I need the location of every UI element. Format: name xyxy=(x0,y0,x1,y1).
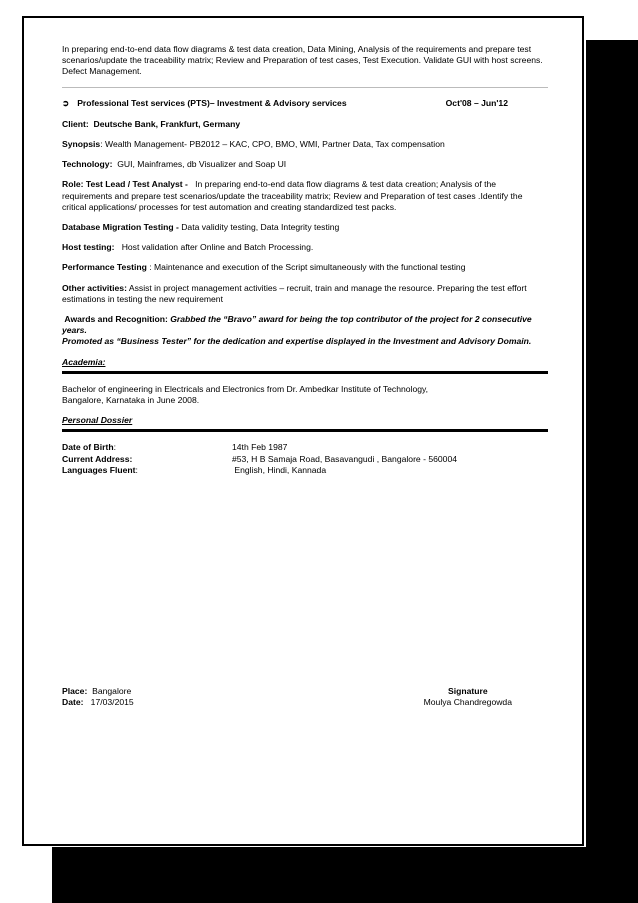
host-testing-line xyxy=(62,242,548,253)
db-migration-value: Data validity testing, Data Integrity testing xyxy=(181,222,340,233)
languages-value-cell xyxy=(232,465,548,476)
arrow-bullet-icon: ➲ xyxy=(62,97,70,108)
awards-value: Grabbed the “Bravo” award for being the top contributor of the project for 2 consecutive years. xyxy=(62,314,532,336)
place-value: Bangalore xyxy=(92,686,132,696)
project-title-wrap xyxy=(62,98,347,109)
performance-value: : Maintenance and execution of the Script simultaneously with the functional testing xyxy=(149,262,466,273)
intro-paragraph: In preparing end-to-end data flow diagrams & test data creation, Data Mining, Analysis of the requirements and prepare test scenarios/update the traceability matrix; Review and Preparation of test cases, Test Execution. Validate GUI with host screens. Defect Management. xyxy=(62,44,543,77)
host-testing-value: Host validation after Online and Batch Processing. xyxy=(121,242,314,253)
performance-line xyxy=(62,262,548,273)
role-line xyxy=(62,179,548,213)
technology-line xyxy=(62,159,548,170)
date-value: 17/03/2015 xyxy=(90,697,134,708)
languages-label: Languages Fluent xyxy=(62,464,136,475)
academia-text xyxy=(62,384,548,406)
page-shadow-right xyxy=(586,40,638,903)
host-testing-label: Host testing: xyxy=(62,242,115,253)
footer xyxy=(62,686,512,708)
client-line xyxy=(62,119,548,130)
other-activities-label: Other activities: xyxy=(62,282,127,293)
divider xyxy=(62,87,548,88)
client-value: Deutsche Bank, Frankfurt, Germany xyxy=(93,118,241,129)
date-label: Date: xyxy=(62,697,84,708)
dossier-grid xyxy=(62,442,548,476)
db-migration-label: Database Migration Testing - xyxy=(62,222,179,233)
academia-line-1: Bachelor of engineering in Electricals and Electronics from Dr. Ambedkar Institute of Technology, xyxy=(62,383,429,394)
technology-label: Technology: xyxy=(62,159,113,170)
awards-label: Awards and Recognition: xyxy=(64,314,168,325)
section-rule xyxy=(62,371,548,374)
place-label: Place: xyxy=(62,686,88,696)
signature-name: Moulya Chandregowda xyxy=(423,697,512,708)
dob-colon: : xyxy=(113,442,116,453)
academia-line-2: Bangalore, Karnataka in June 2008. xyxy=(62,395,200,406)
project-header xyxy=(62,98,548,109)
synopsis-value: : Wealth Management- PB2012 – KAC, CPO, BMO, WMI, Partner Data, Tax compensation xyxy=(100,139,445,150)
synopsis-line xyxy=(62,139,548,150)
address-label: Current Address: xyxy=(62,453,133,464)
dossier-heading: Personal Dossier xyxy=(62,415,133,426)
awards-value-2: Promoted as “Business Tester” for the dedication and expertise displayed in the Investment and Advisory Domain. xyxy=(62,336,532,347)
client-label: Client: xyxy=(62,118,89,129)
synopsis-label: Synopsis xyxy=(62,139,101,150)
awards-block xyxy=(62,314,548,348)
performance-label: Performance Testing xyxy=(62,262,147,273)
role-value: In preparing end-to-end data flow diagrams & test data creation; Analysis of the requirements and prepare test scenarios/update the traceability matrix; Review and Preparation of test cases .Identify the critical applications/ processes for test automation and creating standardized test packs. xyxy=(62,179,523,212)
section-rule xyxy=(62,429,548,432)
technology-value: GUI, Mainframes, db Visualizer and Soap UI xyxy=(117,159,287,170)
project-duration: Oct'08 – Jun'12 xyxy=(445,97,508,108)
other-activities-line xyxy=(62,283,548,305)
languages-value: English, Hindi, Kannada xyxy=(234,464,327,475)
db-migration-line xyxy=(62,222,548,233)
academia-heading: Academia: xyxy=(62,356,106,367)
dob-label-cell xyxy=(62,442,232,453)
resume-content xyxy=(62,44,548,476)
project-title: Professional Test services (PTS)– Investment & Advisory services xyxy=(77,97,347,108)
page-shadow-bottom xyxy=(52,847,638,903)
address-value: #53, H B Samaja Road, Basavangudi , Bangalore - 560004 xyxy=(232,453,458,464)
dob-value: 14th Feb 1987 xyxy=(232,442,288,453)
languages-colon: : xyxy=(135,464,138,475)
dob-label: Date of Birth xyxy=(62,442,114,453)
languages-label-cell xyxy=(62,465,232,476)
role-label: Role: Test Lead / Test Analyst - xyxy=(62,179,188,190)
other-activities-value: Assist in project management activities – recruit, train and manage the resource. Preparing the test effort estimations in testing the new requirement xyxy=(62,282,527,304)
signature-block xyxy=(424,686,512,708)
signature-label: Signature xyxy=(447,686,488,696)
